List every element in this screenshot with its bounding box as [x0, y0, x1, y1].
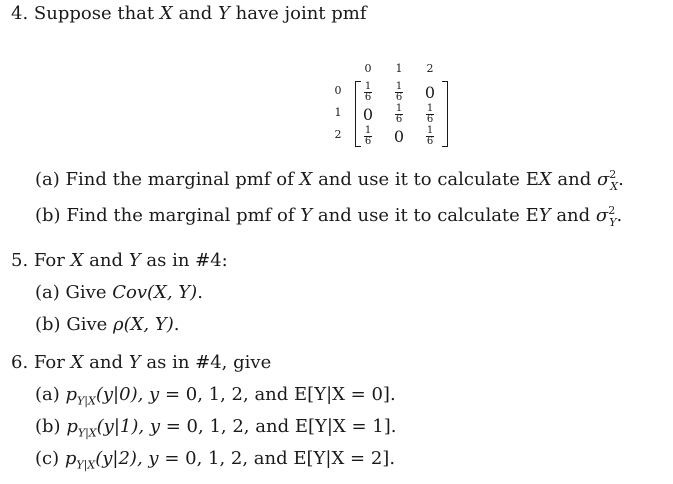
denominator: 6	[395, 92, 403, 103]
denominator: 6	[395, 114, 403, 125]
matrix-cell	[421, 126, 439, 147]
matrix-cell	[390, 104, 408, 125]
matrix-cell: 0	[362, 105, 374, 124]
row-header: 2	[334, 128, 342, 141]
col-header: 2	[426, 62, 434, 75]
part-label: (a)	[35, 384, 60, 405]
part-label: (b)	[35, 205, 61, 226]
fraction	[364, 126, 372, 147]
question-number: 4.	[11, 3, 29, 24]
question-6-heading: 6. For X and Y as in #4, give	[11, 352, 272, 373]
matrix-cell: 0	[393, 127, 405, 146]
question-4b: (b) Find the marginal pmf of Y and use it to calculate EY and $\sigma^2_Y$.	[35, 204, 623, 229]
part-label: (a)	[35, 169, 60, 190]
fraction	[395, 104, 403, 125]
matrix-cell	[421, 104, 439, 125]
question-6c: (c) $p_{Y|X}(y|2)$, y = 0, 1, 2, and E[Y|X = 2].	[35, 448, 396, 472]
denominator: 6	[364, 136, 372, 147]
question-5-heading: 5. For X and Y as in #4:	[11, 250, 228, 271]
part-label: (b)	[35, 416, 61, 437]
denominator: 6	[426, 114, 434, 125]
fraction	[426, 104, 434, 125]
question-number: 6.	[11, 352, 29, 373]
numerator: 1	[426, 103, 434, 114]
question-6a: (a) $p_{Y|X}(y|0)$, y = 0, 1, 2, and E[Y|X = 0].	[35, 384, 396, 408]
part-label: (c)	[35, 448, 60, 469]
question-4-heading: 4. Suppose that X and Y have joint pmf	[11, 3, 367, 24]
part-label: (b)	[35, 314, 61, 335]
col-header: 1	[395, 62, 403, 75]
fraction	[426, 126, 434, 147]
denominator: 6	[364, 92, 372, 103]
matrix-cell	[359, 82, 377, 103]
question-number: 5.	[11, 250, 29, 271]
matrix-cell	[359, 126, 377, 147]
numerator: 1	[426, 125, 434, 136]
question-4a: (a) Find the marginal pmf of X and use it to calculate EX and $\sigma^2_X$.	[35, 168, 624, 193]
numerator: 1	[364, 125, 372, 136]
col-header: 0	[364, 62, 372, 75]
question-6b: (b) $p_{Y|X}(y|1)$, y = 0, 1, 2, and E[Y|X = 1].	[35, 416, 397, 440]
numerator: 1	[364, 81, 372, 92]
matrix-cell: 0	[424, 83, 436, 102]
row-header: 0	[334, 84, 342, 97]
question-5b: (b) Give ρ(X, Y).	[35, 314, 180, 335]
part-label: (a)	[35, 282, 60, 303]
question-5a: (a) Give Cov(X, Y).	[35, 282, 203, 303]
numerator: 1	[395, 103, 403, 114]
row-header: 1	[334, 106, 342, 119]
fraction	[364, 82, 372, 103]
matrix-cell	[390, 82, 408, 103]
numerator: 1	[395, 81, 403, 92]
fraction	[395, 82, 403, 103]
right-bracket	[442, 81, 448, 147]
denominator: 6	[426, 136, 434, 147]
